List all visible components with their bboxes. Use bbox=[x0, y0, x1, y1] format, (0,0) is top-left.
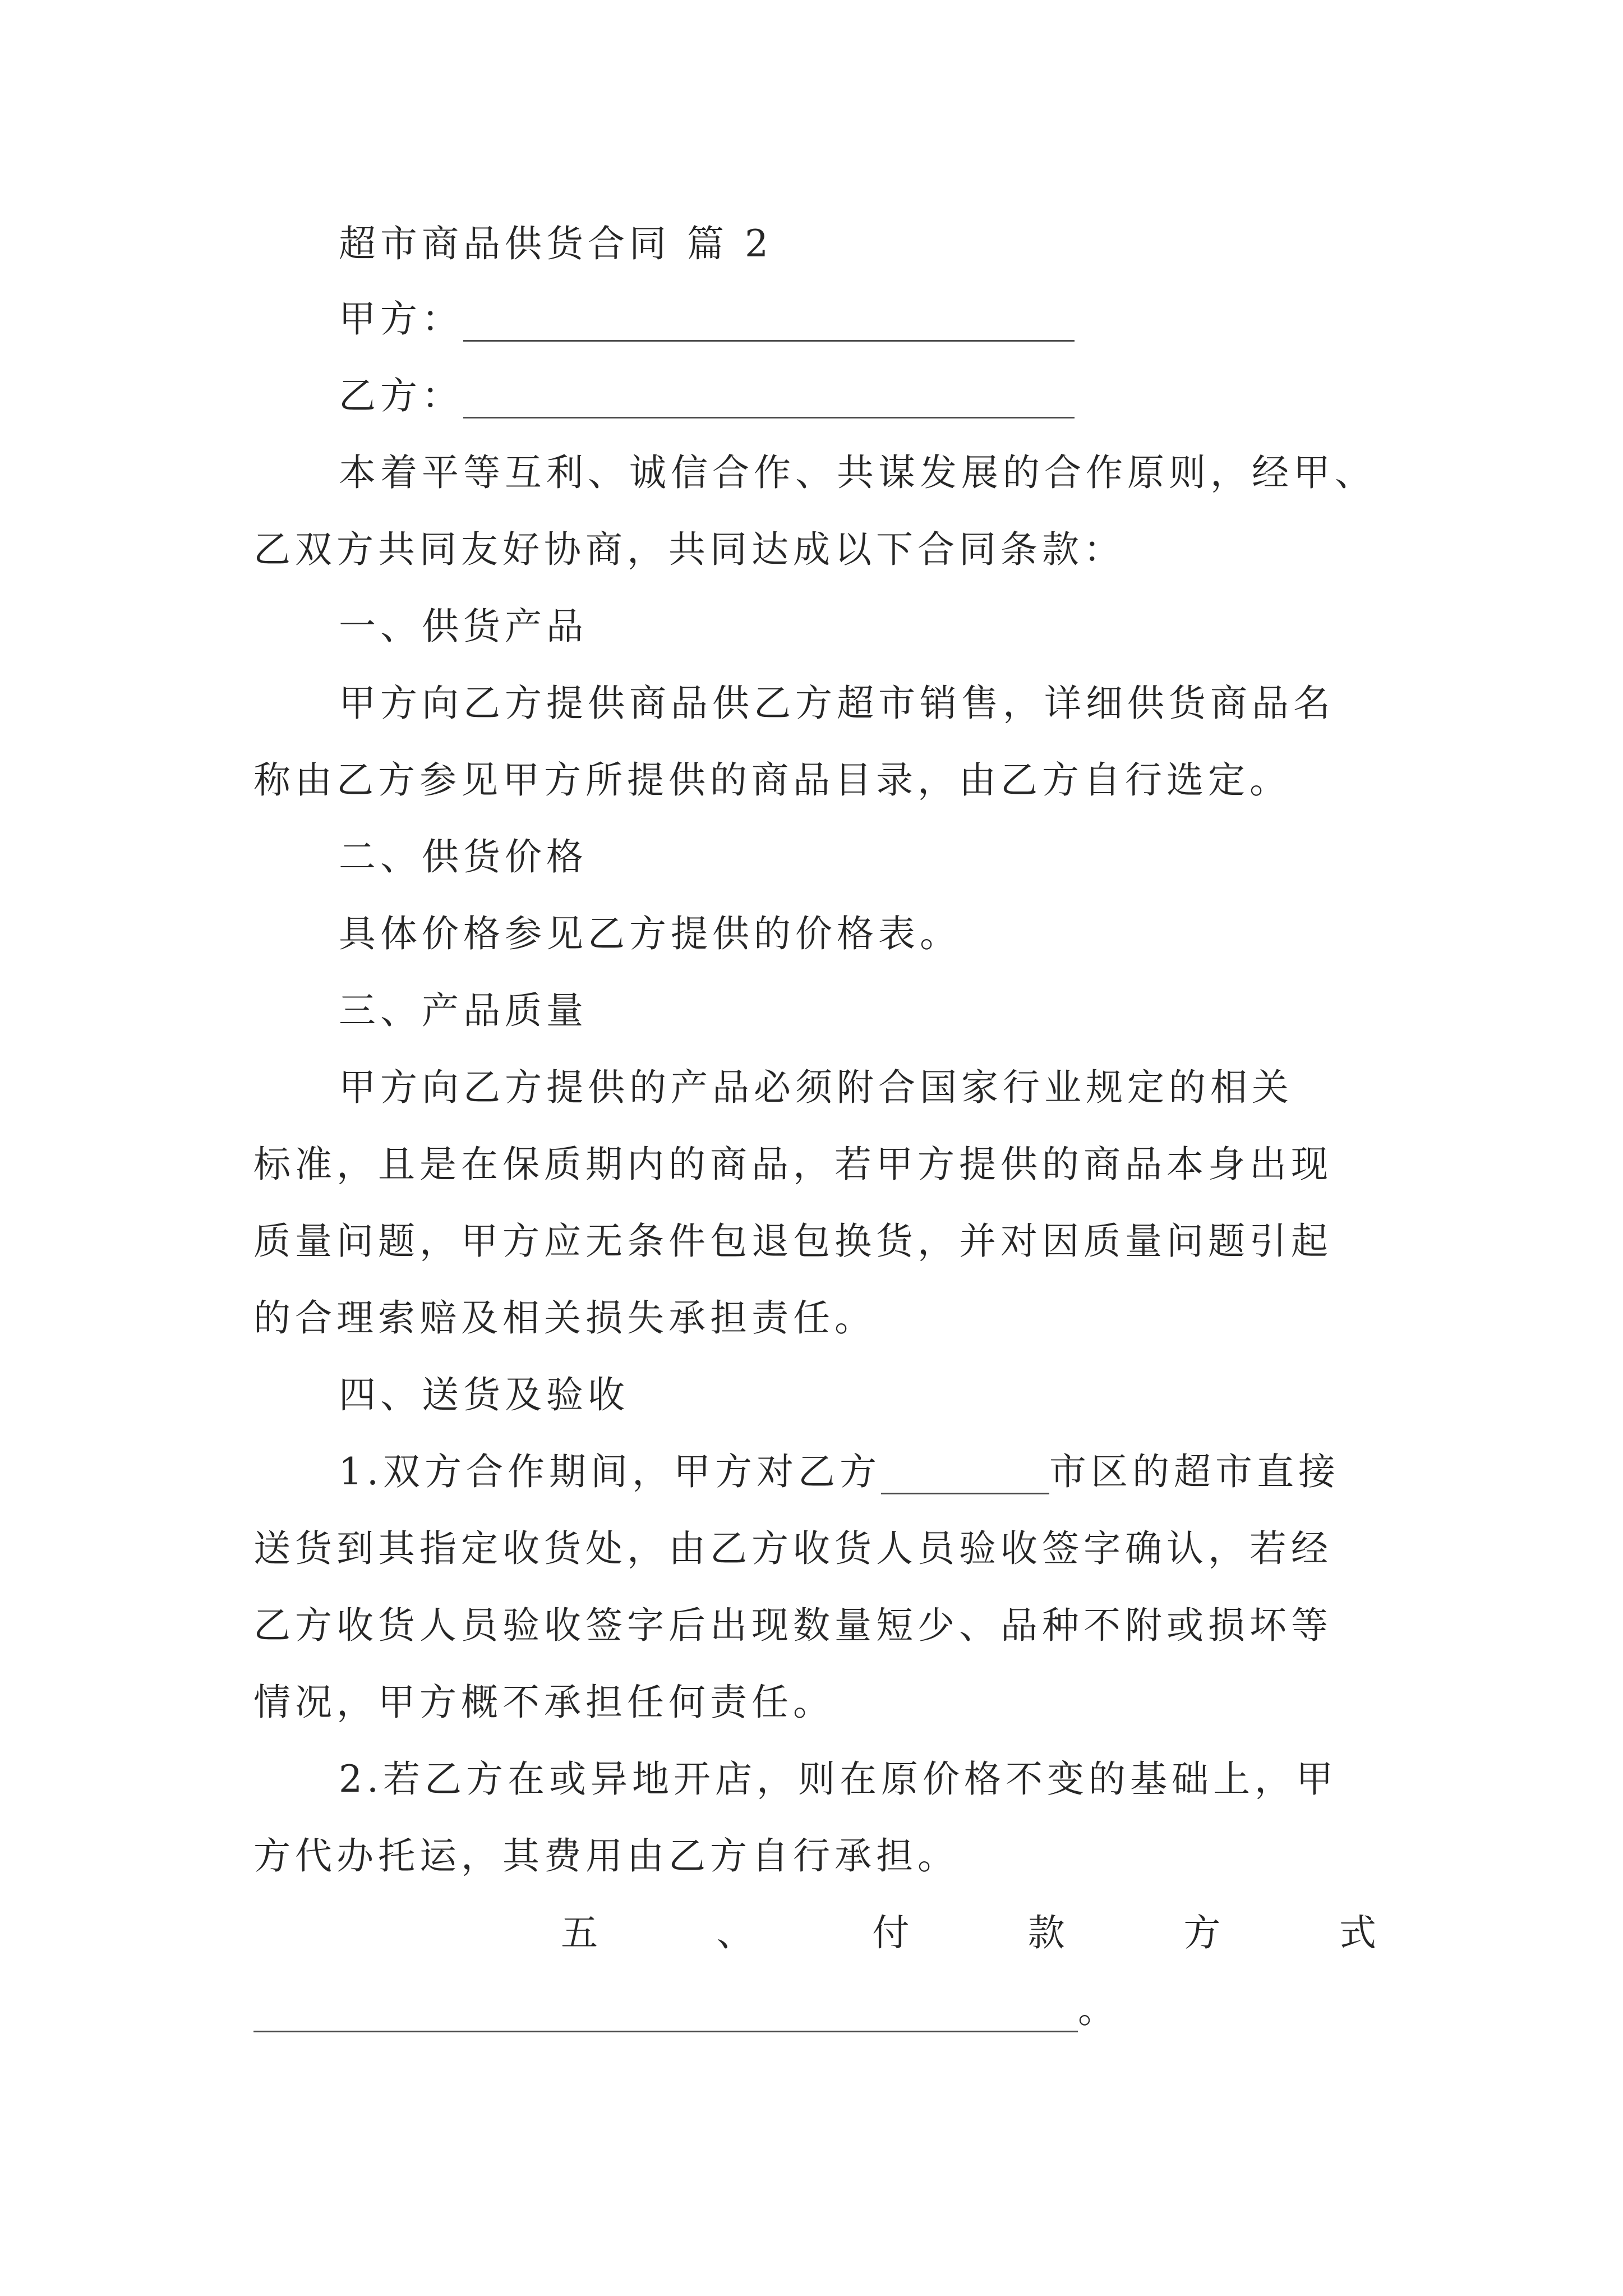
payment-line bbox=[253, 1971, 1119, 2048]
item-1-text-b: 市区的超市直接 bbox=[1049, 1450, 1340, 1493]
section-5-heading bbox=[253, 1894, 1381, 1971]
section-5-char: 、 bbox=[716, 1911, 758, 1954]
section-5-char: 付 bbox=[872, 1911, 914, 1954]
section-4-item-1-line-3: 乙方收货人员验收签字后出现数量短少、品种不附或损坏等 bbox=[253, 1604, 1332, 1647]
section-5-char: 式 bbox=[1339, 1911, 1381, 1954]
section-1-heading: 一、供货产品 bbox=[339, 605, 588, 648]
item-1-text-a: 1.双方合作期间，甲方对乙方 bbox=[339, 1450, 881, 1493]
section-3-line-1: 甲方向乙方提供的产品必须附合国家行业规定的相关 bbox=[339, 1066, 1293, 1109]
section-4-item-1-line-1 bbox=[339, 1433, 1340, 1510]
party-a-blank bbox=[463, 306, 1075, 342]
city-blank bbox=[881, 1459, 1049, 1494]
contract-title: 超市商品供货合同 篇 2 bbox=[339, 222, 773, 265]
payment-end: 。 bbox=[1078, 1988, 1119, 2031]
section-4-item-1-line-2: 送货到其指定收货处，由乙方收货人员验收签字确认，若经 bbox=[253, 1527, 1332, 1570]
section-2-line-1: 具体价格参见乙方提供的价格表。 bbox=[339, 912, 961, 955]
payment-blank bbox=[253, 1997, 1078, 2032]
section-5-char: 方 bbox=[1183, 1911, 1225, 1954]
intro-line-1: 本着平等互利、诚信合作、共谋发展的合作原则，经甲、 bbox=[339, 451, 1376, 494]
section-1-line-2: 称由乙方参见甲方所提供的商品目录，由乙方自行选定。 bbox=[253, 758, 1291, 802]
intro-line-2: 乙双方共同友好协商，共同达成以下合同条款： bbox=[253, 528, 1125, 571]
party-b-line bbox=[339, 357, 1075, 434]
section-3-line-2: 标准，且是在保质期内的商品，若甲方提供的商品本身出现 bbox=[253, 1143, 1332, 1186]
section-4-heading: 四、送货及验收 bbox=[339, 1373, 629, 1416]
section-4-item-2-line-2: 方代办托运，其费用由乙方自行承担。 bbox=[253, 1834, 959, 1878]
section-3-line-4: 的合理索赔及相关损失承担责任。 bbox=[253, 1296, 876, 1340]
section-4-item-1-line-4: 情况，甲方概不承担任何责任。 bbox=[253, 1681, 834, 1724]
party-a-label: 甲方： bbox=[339, 297, 463, 341]
section-1-line-1: 甲方向乙方提供商品供乙方超市销售，详细供货商品名 bbox=[339, 682, 1335, 725]
section-4-item-2-line-1: 2.若乙方在或异地开店，则在原价格不变的基础上，甲 bbox=[339, 1757, 1338, 1801]
section-3-heading: 三、产品质量 bbox=[339, 989, 588, 1032]
section-5-char: 款 bbox=[1027, 1911, 1069, 1954]
section-2-heading: 二、供货价格 bbox=[339, 835, 588, 878]
party-a-line bbox=[339, 280, 1075, 357]
section-3-line-3: 质量问题，甲方应无条件包退包换货，并对因质量问题引起 bbox=[253, 1220, 1332, 1263]
section-5-char: 五 bbox=[561, 1911, 602, 1954]
party-b-blank bbox=[463, 383, 1075, 418]
party-b-label: 乙方： bbox=[339, 374, 463, 417]
